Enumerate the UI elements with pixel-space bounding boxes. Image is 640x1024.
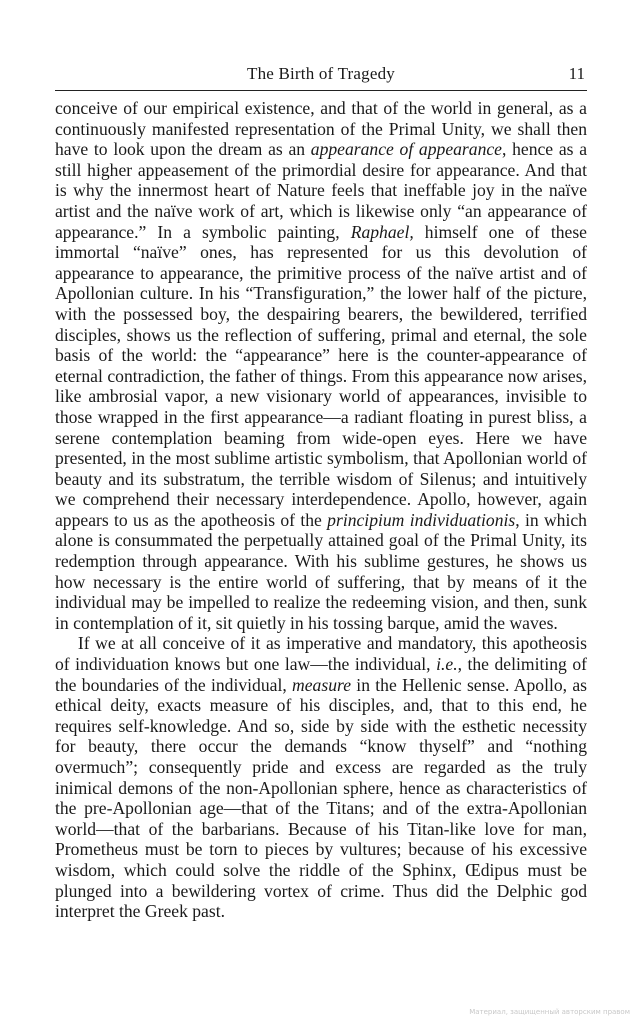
paragraph-1	[55, 98, 587, 633]
text-run: If we at all conceive of it as imperative and mandatory, this apotheosis of individuation knows but one law—the individual,	[55, 633, 587, 675]
book-page	[55, 0, 587, 1024]
text-run: , in which alone is consummated the perpetually attained goal of the Primal Unity, its redemption through appearance. With his sublime gestures, he shows us how necessary is the entire world of suffering, that by means of it the individual may be impelled to realize the redeeming vision, and then, sunk in contemplation of it, sit quietly in his tossing barque, amid the waves.	[55, 509, 587, 633]
italic-text: appearance of appearance	[310, 139, 502, 160]
paragraph-2	[55, 633, 587, 921]
italic-text: i.e.	[436, 654, 458, 675]
running-title: The Birth of Tragedy	[246, 64, 396, 83]
italic-text: measure	[292, 674, 352, 695]
copyright-watermark: Материал, защищенный авторским правом	[469, 1008, 630, 1016]
text-run: , the delimiting of the boundaries of the individual,	[55, 654, 587, 695]
italic-text: principium individuationis	[327, 509, 516, 530]
text-run: himself one of these immortal “naïve” ones, has represented for us this devolution of appearance to appearance, the primitive process of the naïve artist and of Apollonian culture. In his “Transfiguration,” the lower half of the picture, with the possessed boy, the despairing bearers, the bewildered, terrified disciples, shows us the reflection of suffering, primal and eternal, the sole basis of the world: the “appearance” here is the counter-appearance of eternal contradiction, the father of things. From this appearance now arises, like ambrosial vapor, a new visionary world of appearances, invisible to those wrapped in the first appearance—a radiant floating in purest bliss, a serene contemplation beaming from wide-open eyes. Here we have presented, in the most sublime artistic symbolism, that Apollonian world of beauty and its substratum, the terrible wisdom of Silenus; and intuitively we comprehend their necessary interdependence. Apollo, however, again appears to us as the apotheosis of the	[55, 221, 587, 530]
text-run: , hence as a still higher appeasement of the primordial desire for appearance. And that is why the innermost heart of Nature feels that ineffable joy in the naïve artist and the naïve work of art, which is likewise only “an appearance of appearance.” In a symbolic painting,	[55, 139, 587, 242]
running-header	[55, 60, 587, 91]
body-text	[55, 98, 587, 922]
text-run: conceive of our empirical existence, and that of the world in general, as a continuously manifested representation of the Primal Unity, we shall then have to look upon the dream as an	[55, 98, 587, 160]
text-run: in the Hellenic sense. Apollo, as ethical deity, exacts measure of his disciples, and, that to this end, he requires self-knowledge. And so, side by side with the esthetic necessity for beauty, there occur the demands “know thyself” and “nothing overmuch”; consequently pride and excess are regarded as the truly inimical demons of the non-Apollonian sphere, hence as characteristics of the pre-Apollonian age—that of the Titans; and of the extra-Apollonian world—that of the barbarians. Because of his Titan-like love for man, Prometheus must be torn to pieces by vultures; because of his excessive wisdom, which could solve the riddle of the Sphinx, Œdipus must be plunged into a bewildering vortex of crime. Thus did the Delphic god interpret the Greek past.	[55, 674, 587, 922]
page-number: 11	[568, 64, 585, 83]
italic-text: Raphael,	[350, 221, 414, 242]
